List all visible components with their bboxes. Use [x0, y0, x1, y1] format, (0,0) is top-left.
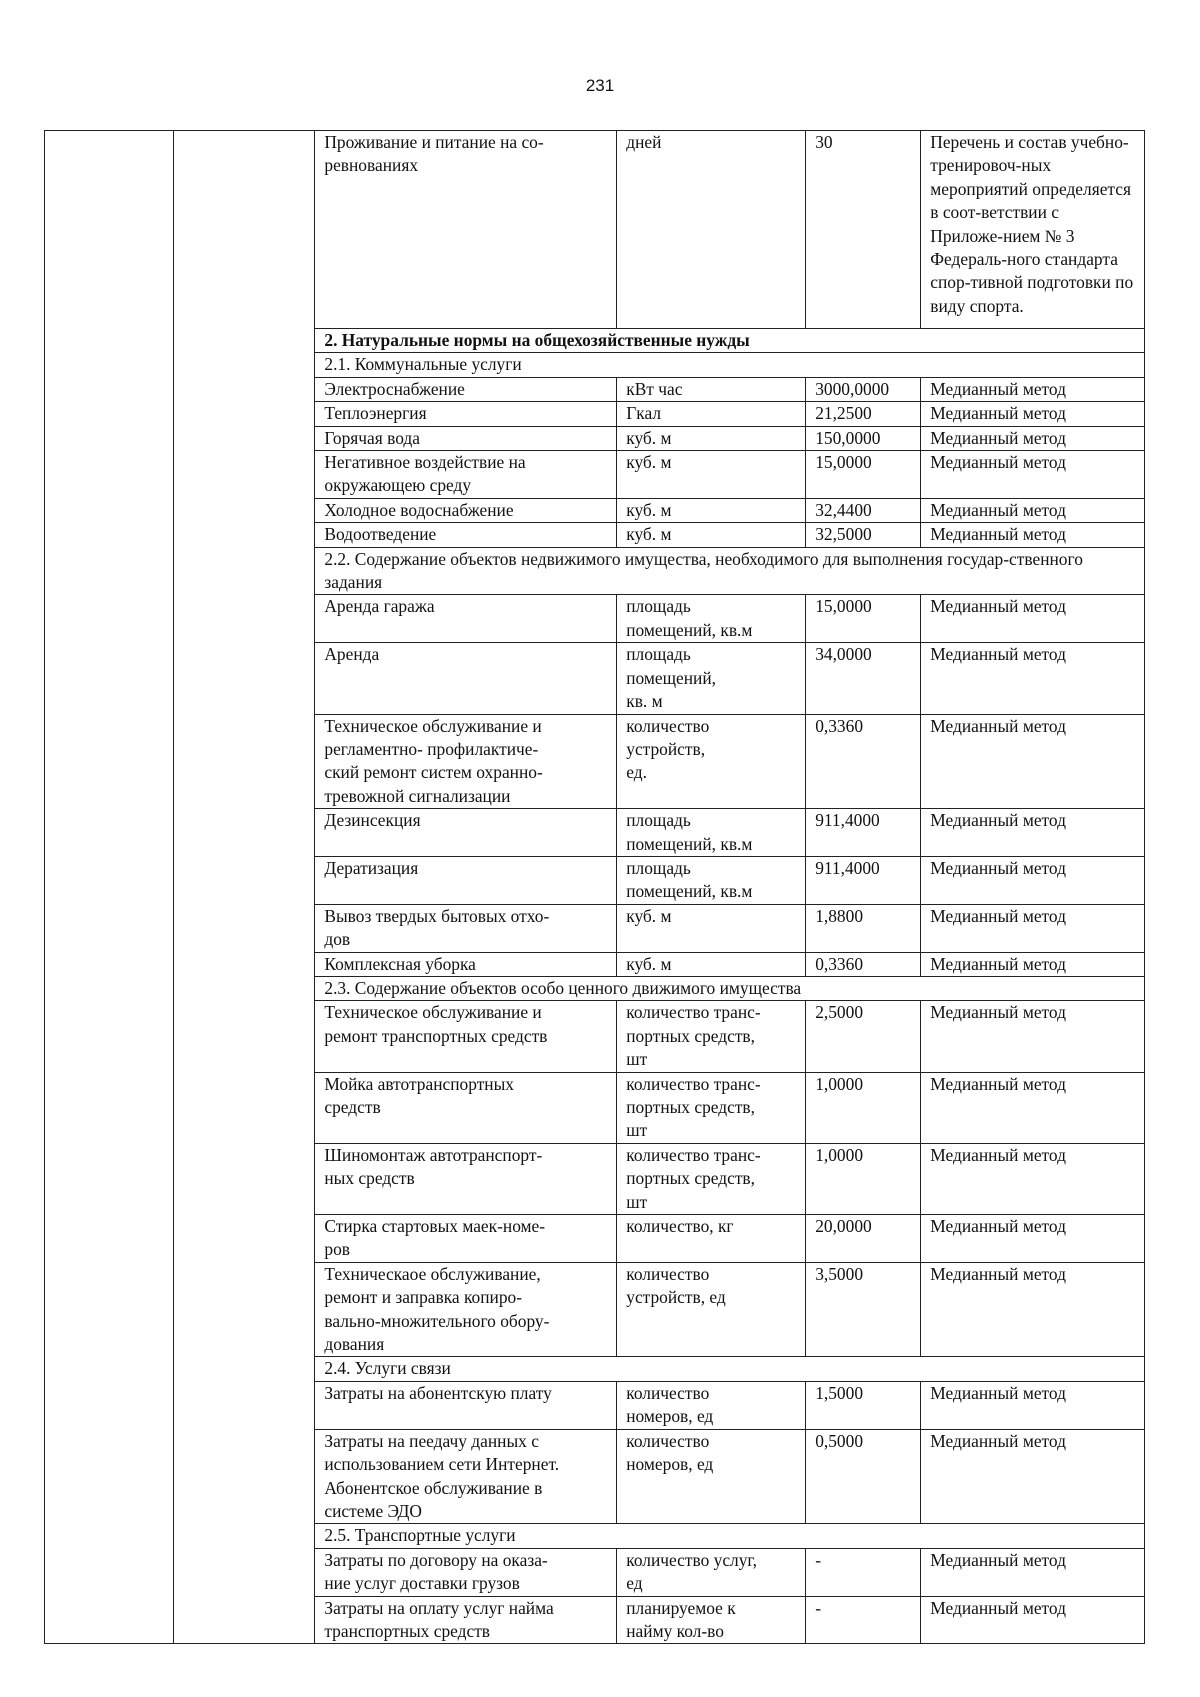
norm-method: Медианный метод: [921, 1072, 1145, 1143]
norm-value: 1,5000: [806, 1381, 921, 1429]
norm-unit: куб. м: [617, 451, 806, 499]
norm-name: Проживание и питание на со- ревнованиях: [315, 131, 617, 329]
group-title: 2.3. Содержание объектов особо ценного движимого имущества: [315, 976, 1145, 1000]
norm-method: Медианный метод: [921, 1429, 1145, 1524]
norm-unit: планируемое к найму кол-во: [617, 1596, 806, 1644]
norm-name: Негативное воздействие на окружающею среду: [315, 451, 617, 499]
norm-value: 32,5000: [806, 523, 921, 547]
norm-name: Техническое обслуживание и регламентно- профилактиче- ский ремонт систем охранно- тревожной сигнализации: [315, 714, 617, 809]
norm-method: Медианный метод: [921, 377, 1145, 401]
norm-name: Мойка автотранспортных средств: [315, 1072, 617, 1143]
norm-name: Холодное водоснабжение: [315, 498, 617, 522]
norm-name: Комплексная уборка: [315, 952, 617, 976]
group-title: 2.4. Услуги связи: [315, 1357, 1145, 1381]
norm-value: 30: [806, 131, 921, 329]
norm-unit: площадь помещений, кв.м: [617, 809, 806, 857]
norm-method: Медианный метод: [921, 1001, 1145, 1072]
blank-column-1: [45, 131, 174, 1644]
norm-unit: количество устройств, ед: [617, 1262, 806, 1357]
norm-method: Медианный метод: [921, 856, 1145, 904]
norm-unit: количество устройств, ед.: [617, 714, 806, 809]
norm-method: Медианный метод: [921, 451, 1145, 499]
norm-name: Техническое обслуживание и ремонт транспортных средств: [315, 1001, 617, 1072]
norm-unit: количество номеров, ед: [617, 1429, 806, 1524]
norm-unit: куб. м: [617, 426, 806, 450]
norm-name: Дератизация: [315, 856, 617, 904]
norm-method: Перечень и состав учебно-тренировоч-ных мероприятий определяется в соот-ветствии с Приложе-нием № 3 Федераль-ного стандарта спор-тивной подготовки по виду спорта.: [921, 131, 1145, 329]
norm-value: 1,0000: [806, 1072, 921, 1143]
group-title: 2.1. Коммунальные услуги: [315, 353, 1145, 377]
norm-unit: Гкал: [617, 402, 806, 426]
norm-name: Затраты по договору на оказа- ние услуг доставки грузов: [315, 1548, 617, 1596]
norm-unit: количество номеров, ед: [617, 1381, 806, 1429]
norm-value: 3000,0000: [806, 377, 921, 401]
norm-name: Электроснабжение: [315, 377, 617, 401]
norm-method: Медианный метод: [921, 1381, 1145, 1429]
norm-value: 911,4000: [806, 856, 921, 904]
norm-name: Затраты на абонентскую плату: [315, 1381, 617, 1429]
page-number: 231: [585, 76, 615, 95]
norm-unit: дней: [617, 131, 806, 329]
norm-value: 21,2500: [806, 402, 921, 426]
norm-unit: площадь помещений, кв.м: [617, 595, 806, 643]
norm-value: 2,5000: [806, 1001, 921, 1072]
norm-value: 32,4400: [806, 498, 921, 522]
norm-method: Медианный метод: [921, 1215, 1145, 1263]
norm-name: Стирка стартовых маек-номе- ров: [315, 1215, 617, 1263]
norm-name: Вывоз твердых бытовых отхо- дов: [315, 904, 617, 952]
norm-unit: количество транс- портных средств, шт: [617, 1072, 806, 1143]
norm-name: Горячая вода: [315, 426, 617, 450]
norm-method: Медианный метод: [921, 1548, 1145, 1596]
norm-method: Медианный метод: [921, 523, 1145, 547]
norm-method: Медианный метод: [921, 952, 1145, 976]
norms-table: [44, 130, 1145, 1644]
group-title: 2.2. Содержание объектов недвижимого имущества, необходимого для выполнения государ-ственного задания: [315, 547, 1145, 595]
norm-value: -: [806, 1548, 921, 1596]
norm-name: Техническаое обслуживание, ремонт и заправка копиро- вально-множительного обору- дования: [315, 1262, 617, 1357]
section-title: 2. Натуральные нормы на общехозяйственные нужды: [315, 329, 1145, 353]
norm-method: Медианный метод: [921, 809, 1145, 857]
norm-method: Медианный метод: [921, 498, 1145, 522]
norm-method: Медианный метод: [921, 1596, 1145, 1644]
norm-unit: кВт час: [617, 377, 806, 401]
norm-method: Медианный метод: [921, 402, 1145, 426]
norm-method: Медианный метод: [921, 426, 1145, 450]
norm-name: Аренда гаража: [315, 595, 617, 643]
norm-value: 0,5000: [806, 1429, 921, 1524]
norm-unit: куб. м: [617, 523, 806, 547]
norm-value: 1,0000: [806, 1143, 921, 1214]
norm-method: Медианный метод: [921, 1143, 1145, 1214]
norm-unit: куб. м: [617, 498, 806, 522]
norm-name: Теплоэнергия: [315, 402, 617, 426]
norm-unit: куб. м: [617, 952, 806, 976]
norm-unit: количество, кг: [617, 1215, 806, 1263]
table-row: [45, 131, 1145, 329]
norm-value: 1,8800: [806, 904, 921, 952]
norm-name: Дезинсекция: [315, 809, 617, 857]
norm-unit: площадь помещений, кв.м: [617, 856, 806, 904]
norm-value: 15,0000: [806, 595, 921, 643]
norm-value: 911,4000: [806, 809, 921, 857]
norm-unit: количество транс- портных средств, шт: [617, 1143, 806, 1214]
norm-value: -: [806, 1596, 921, 1644]
norm-value: 15,0000: [806, 451, 921, 499]
norm-method: Медианный метод: [921, 595, 1145, 643]
norm-unit: количество услуг, ед: [617, 1548, 806, 1596]
norm-method: Медианный метод: [921, 1262, 1145, 1357]
norm-method: Медианный метод: [921, 904, 1145, 952]
group-title: 2.5. Транспортные услуги: [315, 1524, 1145, 1548]
norm-name: Водоотведение: [315, 523, 617, 547]
blank-column-2: [174, 131, 315, 1644]
norm-unit: площадь помещений, кв. м: [617, 643, 806, 714]
norm-name: Затраты на пеедачу данных с использованием сети Интернет. Абонентское обслуживание в системе ЭДО: [315, 1429, 617, 1524]
norm-method: Медианный метод: [921, 714, 1145, 809]
norm-value: 150,0000: [806, 426, 921, 450]
norm-value: 34,0000: [806, 643, 921, 714]
norm-value: 3,5000: [806, 1262, 921, 1357]
norm-unit: куб. м: [617, 904, 806, 952]
norm-value: 20,0000: [806, 1215, 921, 1263]
norm-name: Затраты на оплату услуг найма транспортных средств: [315, 1596, 617, 1644]
norm-value: 0,3360: [806, 714, 921, 809]
norm-name: Шиномонтаж автотранспорт- ных средств: [315, 1143, 617, 1214]
norm-unit: количество транс- портных средств, шт: [617, 1001, 806, 1072]
norm-name: Аренда: [315, 643, 617, 714]
norm-value: 0,3360: [806, 952, 921, 976]
norm-method: Медианный метод: [921, 643, 1145, 714]
